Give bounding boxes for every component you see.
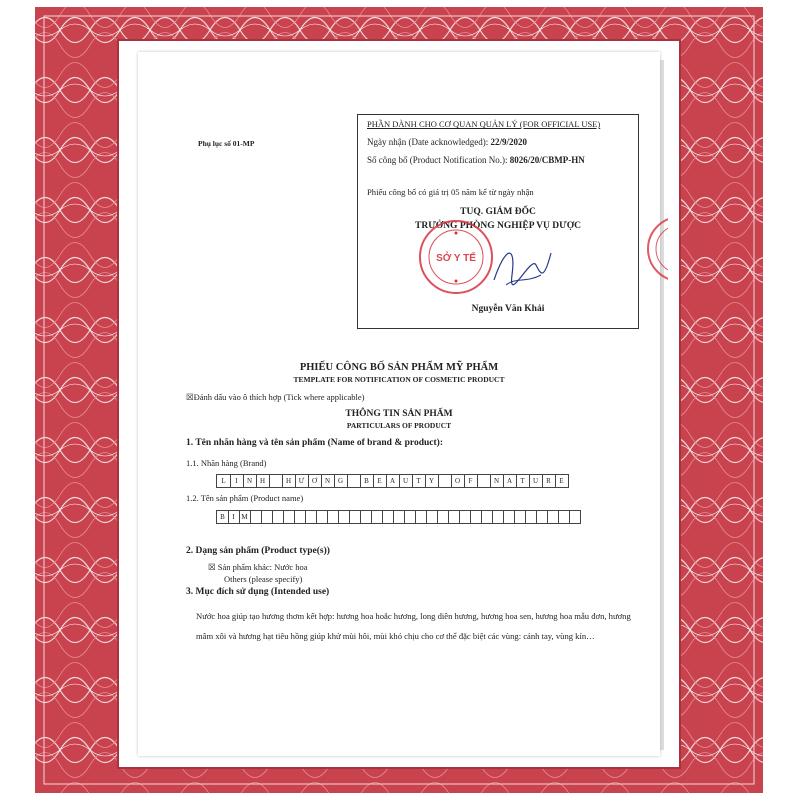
intended-use-text: Nước hoa giúp tạo hương thơm kết hợp: hương hoa hoắc hương, long diên hương, hương hoa sen, hương hoa mẫu đơn, hương mâm xôi và hương hạt tiêu hồng giúp khử mùi hôi, mùi khó chịu cho cơ thể đặc biệt các vùng: cánh tay, vùng kín… xyxy=(196,611,631,641)
product-type-other: ☒ Sản phẩm khác: Nước hoa xyxy=(208,562,308,572)
partial-seal-icon xyxy=(644,214,668,284)
letter-cell: Ơ xyxy=(308,474,322,488)
letter-cell: A xyxy=(386,474,400,488)
section-3-heading: 3. Mục đích sử dụng (Intended use) xyxy=(186,587,330,597)
letter-cell: I xyxy=(228,510,240,524)
letter-cell: H xyxy=(282,474,296,488)
seal-text: SỞ Y TẾ xyxy=(436,253,476,264)
letter-cell: H xyxy=(256,474,270,488)
validity-note: Phiếu công bố có giá trị 05 năm kể từ ngày nhận xyxy=(367,187,534,197)
product-name-letter-grid xyxy=(216,510,580,524)
brand-letter-grid xyxy=(216,474,568,488)
letter-cell: M xyxy=(239,510,251,524)
title-vi: PHIẾU CÔNG BỐ SẢN PHẨM MỸ PHẨM xyxy=(299,362,499,373)
letter-cell: Y xyxy=(425,474,439,488)
letter-cell: O xyxy=(451,474,465,488)
letter-cell: I xyxy=(230,474,244,488)
letter-cell: U xyxy=(399,474,413,488)
letter-cell: R xyxy=(542,474,556,488)
letter-cell: N xyxy=(321,474,335,488)
letter-cell: T xyxy=(516,474,530,488)
letter-cell xyxy=(477,474,491,488)
section-2-heading: 2. Dạng sản phẩm (Product type(s)) xyxy=(186,546,330,556)
letter-cell: U xyxy=(529,474,543,488)
product-name-label: 1.2. Tên sản phẩm (Product name) xyxy=(186,493,304,503)
letter-cell xyxy=(438,474,452,488)
letter-cell: E xyxy=(555,474,569,488)
signer-title-2: TRƯỞNG PHÒNG NGHIỆP VỤ DƯỢC xyxy=(415,221,581,231)
section-1-heading: 1. Tên nhãn hàng và tên sản phẩm (Name of brand & product): xyxy=(186,438,443,448)
brand-label: 1.1. Nhãn hàng (Brand) xyxy=(186,458,267,468)
annex-label: Phụ lục số 01-MP xyxy=(198,139,255,148)
letter-cell: E xyxy=(373,474,387,488)
letter-cell: L xyxy=(217,474,231,488)
letter-cell xyxy=(569,510,581,524)
letter-cell xyxy=(269,474,283,488)
tick-note-box-icon: ☒ xyxy=(186,392,194,402)
letter-cell: N xyxy=(243,474,257,488)
signer-name: Nguyễn Văn Khải xyxy=(471,304,545,314)
tick-note: ☒Đánh dấu vào ô thích hợp (Tick where applicable) xyxy=(186,392,365,402)
official-seal-icon xyxy=(418,219,494,295)
letter-cell: Ư xyxy=(295,474,309,488)
letter-cell: B xyxy=(217,510,229,524)
title-en: TEMPLATE FOR NOTIFICATION OF COSMETIC PRODUCT xyxy=(293,375,505,384)
signature-icon xyxy=(486,235,556,295)
official-use-title: PHẦN DÀNH CHO CƠ QUAN QUẢN LÝ (FOR OFFICIAL USE) xyxy=(367,119,601,129)
official-use-box xyxy=(357,114,639,329)
letter-cell xyxy=(347,474,361,488)
letter-cell: F xyxy=(464,474,478,488)
letter-cell: B xyxy=(360,474,374,488)
letter-cell: A xyxy=(503,474,517,488)
signer-title-1: TUQ. GIÁM ĐỐC xyxy=(460,207,536,217)
info-title-en: PARTICULARS OF PRODUCT xyxy=(346,421,452,430)
letter-cell: T xyxy=(412,474,426,488)
letter-cell: N xyxy=(490,474,504,488)
notification-number: Số công bố (Product Notification No.): 8026/20/CBMP-HN xyxy=(367,155,585,165)
product-type-other-en: Others (please specify) xyxy=(224,574,303,584)
info-title-vi: THÔNG TIN SẢN PHẨM xyxy=(345,409,453,419)
checkbox-checked-icon: ☒ xyxy=(208,562,216,572)
letter-cell: G xyxy=(334,474,348,488)
date-acknowledged: Ngày nhận (Date acknowledged): 22/9/2020 xyxy=(367,137,527,147)
